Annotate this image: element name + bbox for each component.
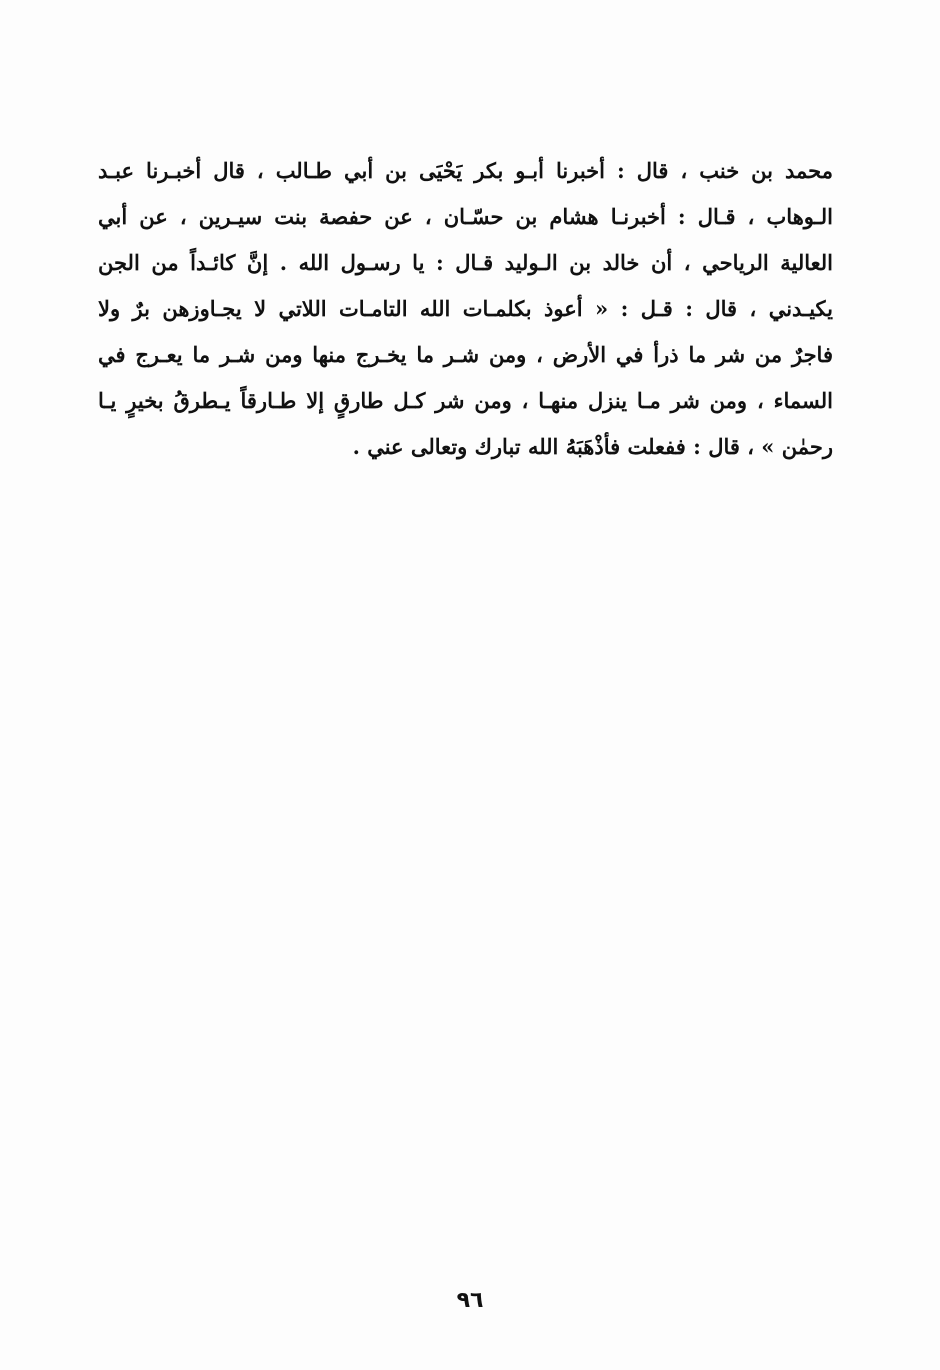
text-line: الـوهاب ، قـال : أخبرنـا هشام بن حسّـان ، عن حفصة بنت سيـرين ، عن أبي: [98, 204, 833, 229]
text-line: السماء ، ومن شر مـا ينزل منهـا ، ومن شر كـل طارقٍ إلا طـارقاً يـطرقُ بخيرٍ يـا: [98, 388, 833, 413]
body-text: [98, 148, 833, 470]
text-line: محمد بن خنب ، قال : أخبرنا أبـو بكر يَحْيَى بن أبي طـالب ، قال أخبـرنا عبـد: [98, 158, 833, 183]
text-line: العالية الرياحي ، أن خالد بن الـوليد قـال : يا رسـول الله . إنَّ كائـداً من الجن: [98, 250, 833, 275]
page-number: ٩٦: [456, 1288, 484, 1313]
text-line: يكيـدني ، قال : قـل : « أعوذ بكلمـات الله التامـات اللاتي لا يجـاوزهن برٌ ولا: [98, 296, 833, 321]
text-line: رحمٰن » ، قال : ففعلت فأذْهَبَهُ الله تبارك وتعالى عني .: [352, 434, 833, 459]
text-line: فاجرٌ من شر ما ذرأ في الأرض ، ومن شـر ما يخـرج منها ومن شـر ما يعـرج في: [98, 342, 833, 367]
